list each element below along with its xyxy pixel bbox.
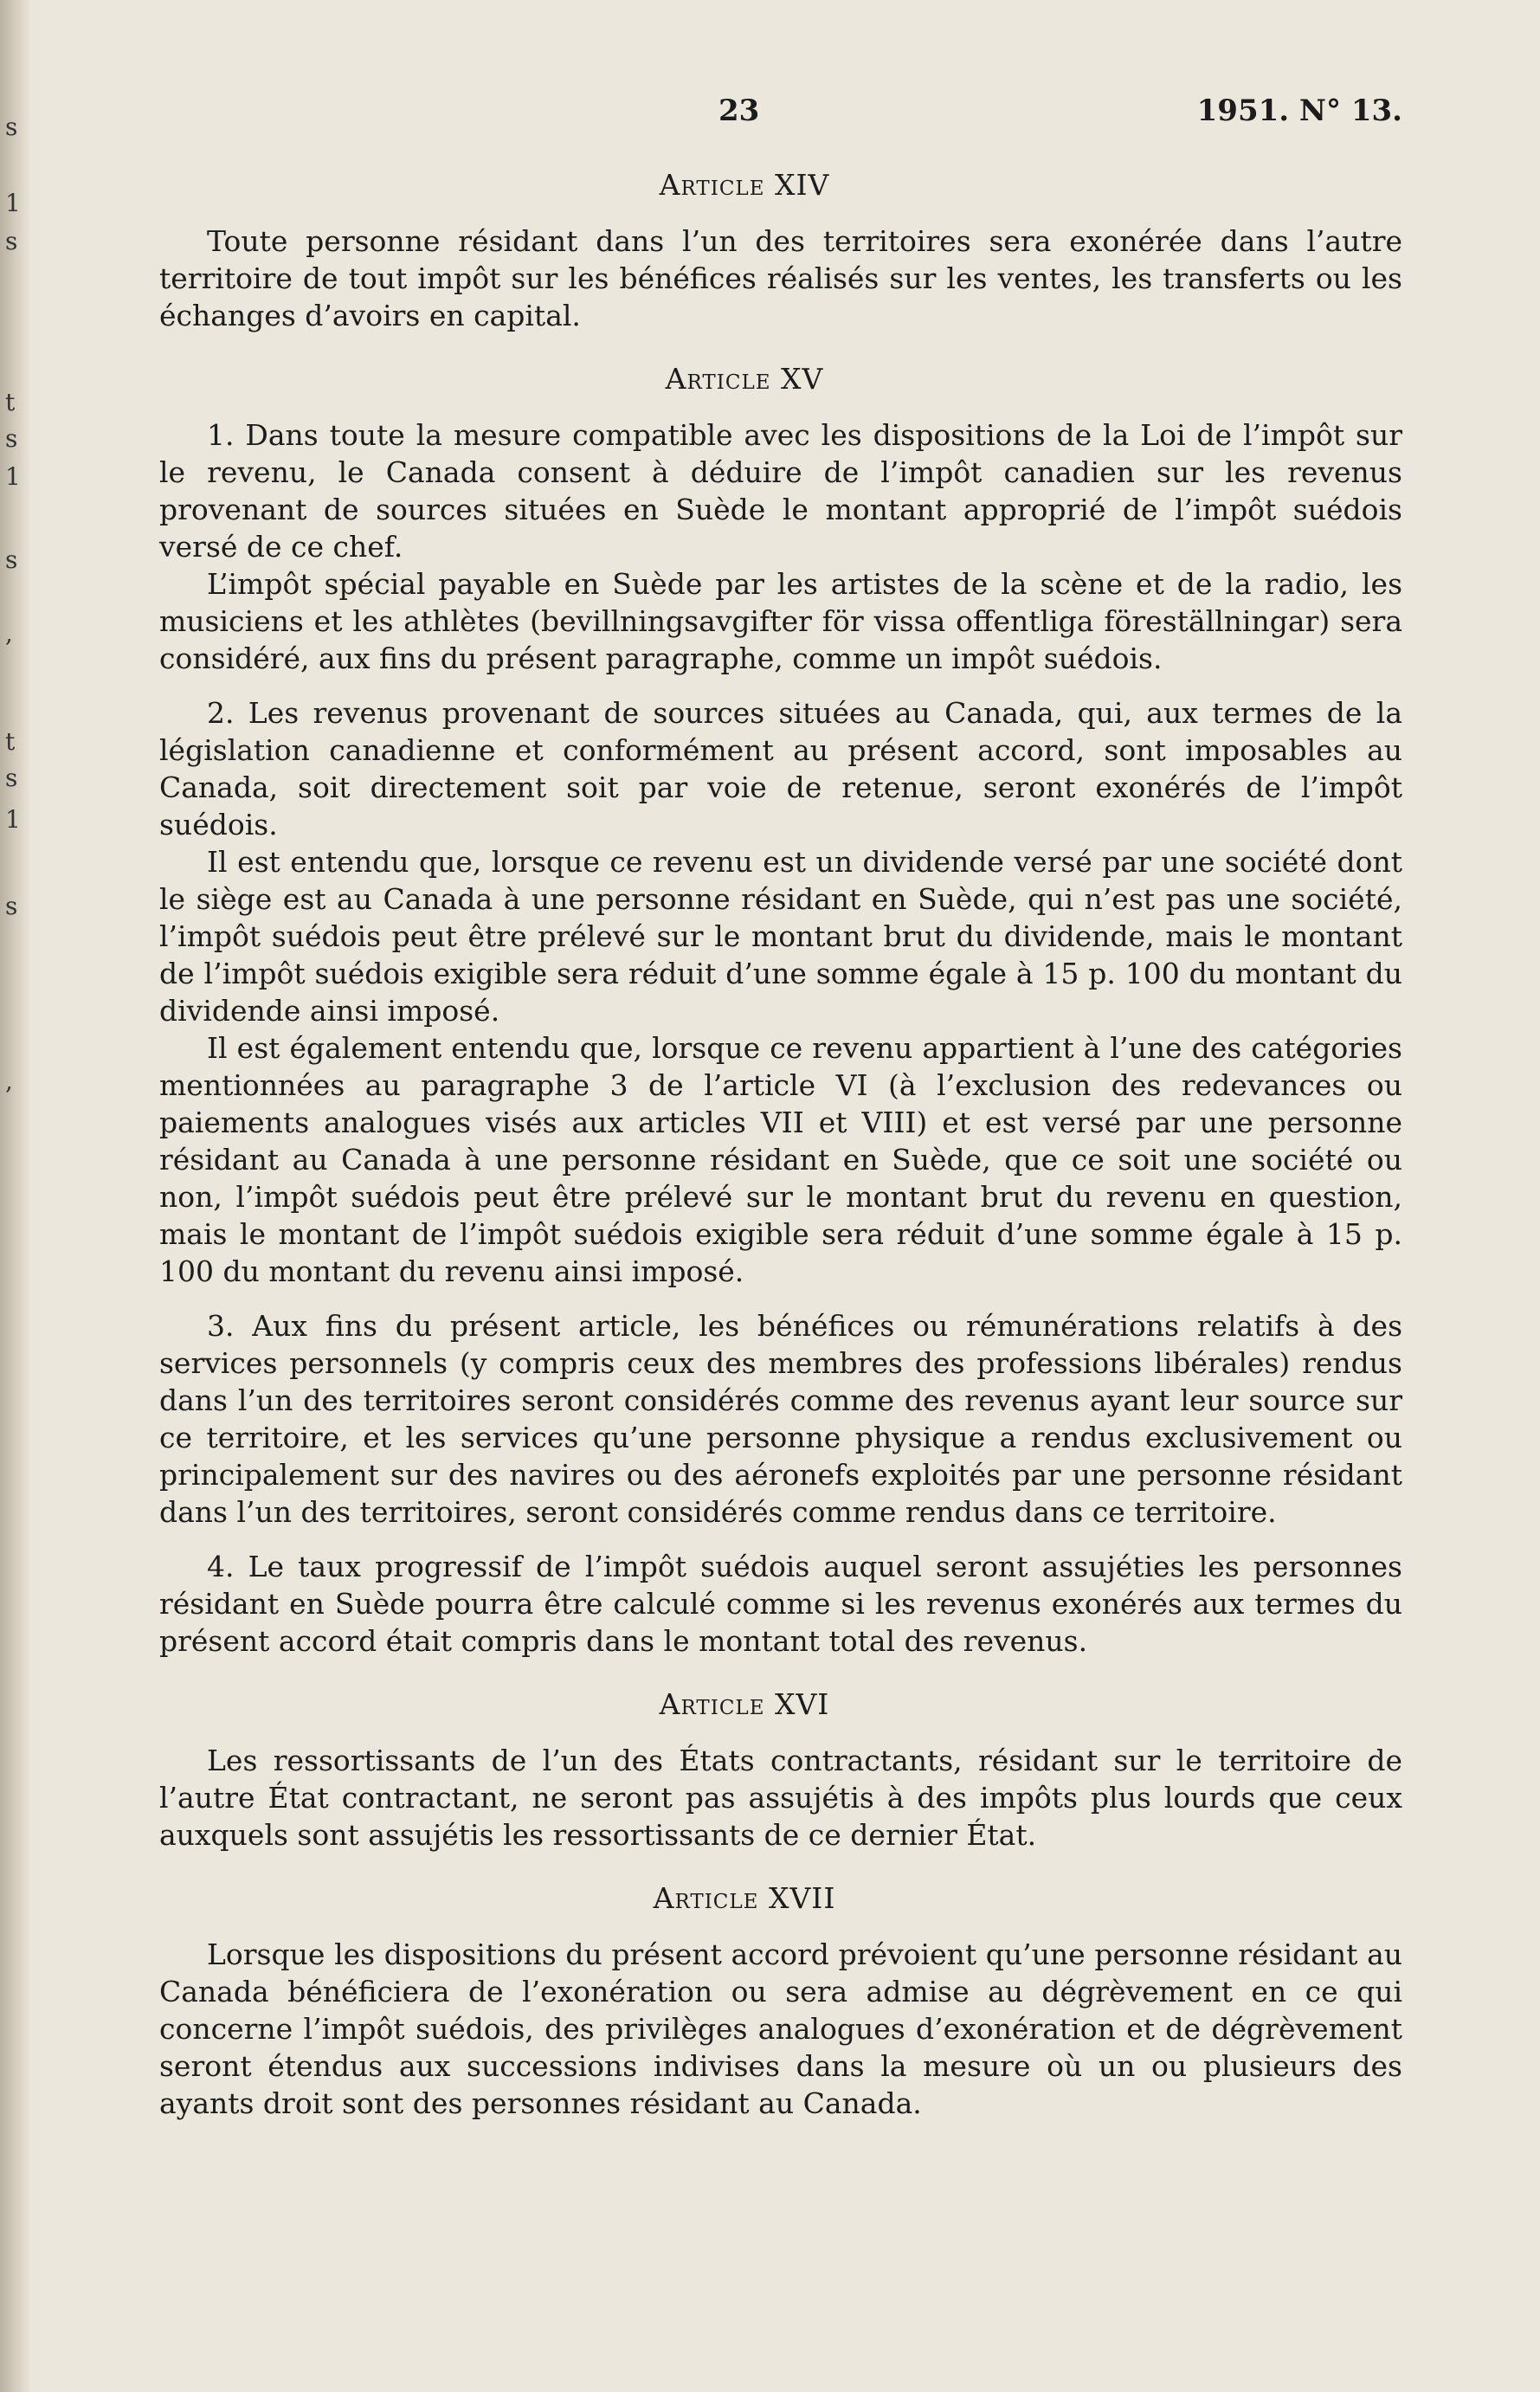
- page-number: 23: [718, 93, 760, 128]
- article-heading: Article XVII: [653, 1881, 836, 1915]
- gutter-mark: t: [5, 388, 16, 416]
- gutter-mark: s: [5, 892, 18, 920]
- document-reference: 1951. N° 13.: [1196, 93, 1402, 128]
- gutter-mark: 1: [5, 462, 21, 491]
- gutter-mark: 1: [5, 805, 21, 834]
- gutter-mark: s: [5, 545, 18, 574]
- paragraph: 2. Les revenus provenant de sources situées au Canada, qui, aux termes de la législation canadienne et conformément au présent accord, sont imposables au Canada, soit directement soit par voie de retenue, seront exonérés de l’impôt suédois.: [159, 696, 1402, 841]
- gutter-mark: s: [5, 113, 18, 141]
- paragraph: Il est également entendu que, lorsque ce revenu appartient à l’une des catégories mentionnées au paragraphe 3 de l’article VI (à l’exclusion des redevances ou paiements analogues visés aux articles VII et VIII) et est versé par une personne résidant au Canada à une personne résidant en Suède, que ce soit une société ou non, l’impôt suédois peut être prélevé sur le montant brut du revenu en question, mais le montant de l’impôt suédois exigible sera réduit d’une somme égale à 15 p. 100 du montant du revenu ainsi imposé.: [159, 1031, 1402, 1288]
- paragraph: Les ressortissants de l’un des États contractants, résidant sur le territoire de l’autre État contractant, ne seront pas assujétis à des impôts plus lourds que ceux auxquels sont assujétis les ressortissants de ce dernier État.: [159, 1744, 1402, 1852]
- gutter-mark: s: [5, 424, 18, 453]
- paragraph: Il est entendu que, lorsque ce revenu est un dividende versé par une société dont le siège est au Canada à une personne résidant en Suède, qui n’est pas une société, l’impôt suédois peut être prélevé sur le montant brut du dividende, mais le montant de l’impôt suédois exigible sera réduit d’une somme égale à 15 p. 100 du montant du dividende ainsi imposé.: [159, 845, 1402, 1028]
- gutter-mark: s: [5, 227, 18, 255]
- paragraph: 1. Dans toute la mesure compatible avec les dispositions de la Loi de l’impôt sur le revenu, le Canada consent à déduire de l’impôt canadien sur les revenus provenant de sources situées en Suède le montant approprié de l’impôt suédois versé de ce chef.: [159, 418, 1402, 564]
- gutter-mark: t: [5, 727, 16, 756]
- gutter-mark: s: [5, 764, 18, 792]
- article-heading: Article XVI: [659, 1687, 830, 1721]
- gutter-mark: ,: [5, 619, 13, 648]
- paragraph: 3. Aux fins du présent article, les bénéfices ou rémunérations relatifs à des services personnels (y compris ceux des membres des professions libérales) rendus dans l’un des territoires seront considérés comme des revenus ayant leur source sur ce territoire, et les services qu’une personne physique a rendus exclusivement ou principalement sur des navires ou des aéronefs exploités par une personne résidant dans l’un des territoires, seront considérés comme rendus dans ce territoire.: [159, 1309, 1402, 1529]
- gutter-marks: [2, 0, 28, 2392]
- gutter-mark: ,: [5, 1067, 13, 1095]
- gutter-mark: 1: [5, 189, 21, 217]
- paragraph: L’impôt spécial payable en Suède par les artistes de la scène et de la radio, les musiciens et les athlètes (bevillningsavgifter för vissa offentliga föreställningar) sera considéré, aux fins du présent paragraphe, comme un impôt suédois.: [159, 567, 1402, 675]
- document-page: [87, 87, 1402, 2122]
- article-heading: Article XIV: [659, 168, 830, 202]
- article-heading: Article XV: [665, 362, 824, 396]
- paragraph: 4. Le taux progressif de l’impôt suédois auquel seront assujéties les personnes résidant en Suède pourra être calculé comme si les revenus exonérés aux termes du présent accord était compris dans le montant total des revenus.: [159, 1550, 1402, 1658]
- paragraph: Toute personne résidant dans l’un des territoires sera exonérée dans l’autre territoire de tout impôt sur les bénéfices réalisés sur les ventes, les transferts ou les échanges d’avoirs en capital.: [159, 224, 1402, 332]
- paragraph: Lorsque les dispositions du présent accord prévoient qu’une personne résidant au Canada bénéficiera de l’exonération ou sera admise au dégrèvement en ce qui concerne l’impôt suédois, des privilèges analogues d’exonération et de dégrèvement seront étendus aux successions indivises dans la mesure où un ou plusieurs des ayants droit sont des personnes résidant au Canada.: [159, 1937, 1402, 2120]
- running-head: [87, 87, 1402, 139]
